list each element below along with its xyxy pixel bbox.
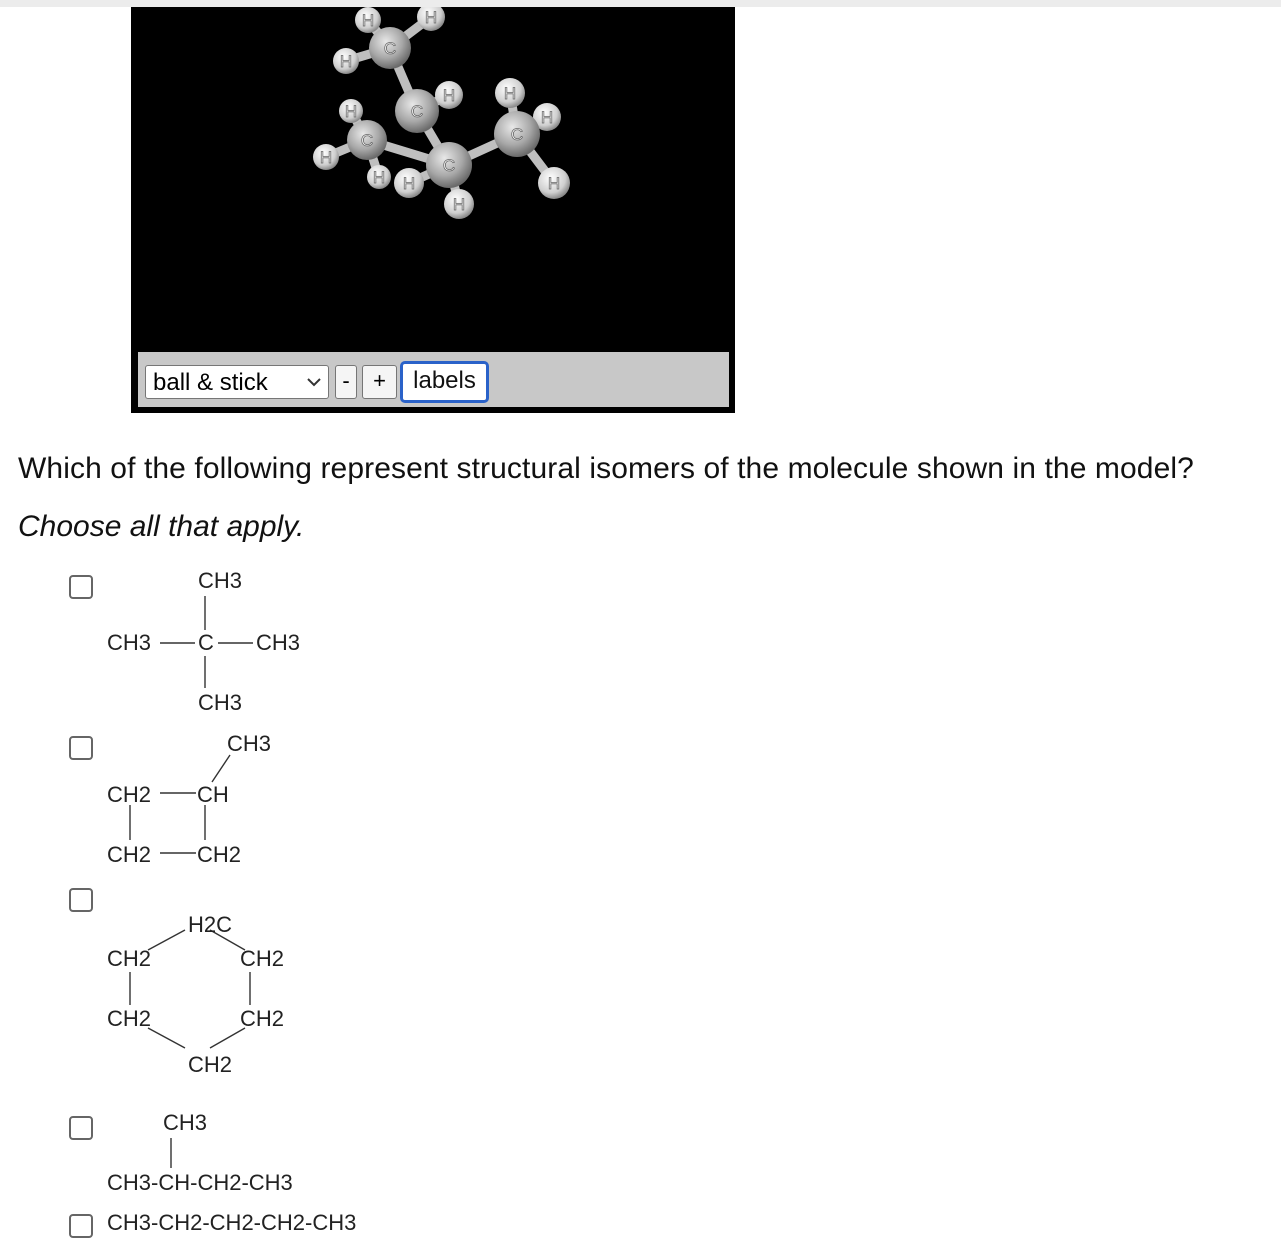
atom-label: C bbox=[360, 131, 374, 150]
option-4-chain-label: CH3-CH-CH2-CH3 bbox=[107, 1170, 293, 1195]
hydrogen-atom bbox=[355, 7, 381, 33]
question-instruction: Choose all that apply. bbox=[18, 510, 305, 543]
render-mode-select[interactable] bbox=[145, 365, 329, 399]
hydrogen-atom bbox=[394, 168, 424, 198]
option-2-methyl-label: CH3 bbox=[227, 731, 272, 756]
atom-label: H bbox=[547, 174, 561, 193]
option-2-top-left-label: CH2 bbox=[107, 782, 152, 807]
atom-label: H bbox=[361, 11, 375, 30]
option-3-checkbox[interactable] bbox=[69, 888, 93, 912]
hydrogen-atom bbox=[367, 165, 391, 189]
atom-label: H bbox=[442, 86, 456, 105]
option-2-bottom-right-label: CH2 bbox=[197, 842, 242, 867]
option-4-branch-label: CH3 bbox=[163, 1110, 208, 1135]
atom-label: H bbox=[424, 8, 438, 27]
option-3-lower-left-label: CH2 bbox=[107, 1006, 152, 1031]
atom-label: H bbox=[503, 84, 517, 103]
option-1-bottom-label: CH3 bbox=[198, 690, 243, 715]
chevron-down-icon bbox=[306, 376, 322, 388]
option-1-right-label: CH3 bbox=[256, 630, 301, 655]
hydrogen-atom bbox=[444, 189, 474, 219]
zoom-in-button[interactable]: + bbox=[362, 365, 397, 399]
render-mode-value: ball & stick bbox=[153, 369, 268, 396]
atom-label: H bbox=[339, 52, 353, 71]
option-3-top-label: H2C bbox=[188, 912, 233, 937]
atom-label: H bbox=[540, 108, 554, 127]
hydrogen-atom bbox=[313, 144, 339, 170]
carbon-atom bbox=[426, 142, 472, 188]
option-3-structure bbox=[107, 912, 284, 1077]
option-5-structure bbox=[107, 1210, 356, 1235]
viewer-toolbar bbox=[138, 352, 729, 407]
hydrogen-atom bbox=[333, 48, 359, 74]
hydrogen-atom bbox=[495, 78, 525, 108]
hydrogen-atom bbox=[435, 81, 463, 109]
question-prompt: Which of the following represent structural isomers of the molecule shown in the model? bbox=[18, 452, 1194, 485]
option-5-checkbox[interactable] bbox=[69, 1214, 93, 1238]
atom-label: H bbox=[344, 102, 358, 121]
option-2-structure bbox=[107, 731, 271, 867]
atom-label: H bbox=[319, 148, 333, 167]
option-3-upper-left-label: CH2 bbox=[107, 946, 152, 971]
option-4-checkbox[interactable] bbox=[69, 1116, 93, 1140]
atom-label: H bbox=[402, 174, 416, 193]
carbon-atom bbox=[347, 120, 387, 160]
hydrogen-atom bbox=[538, 167, 570, 199]
option-2-top-right-label: CH bbox=[197, 782, 229, 807]
carbon-atom bbox=[395, 89, 439, 133]
option-3-bottom-label: CH2 bbox=[188, 1052, 233, 1077]
option-1-top-label: CH3 bbox=[198, 568, 243, 593]
atom-label: H bbox=[452, 195, 466, 214]
option-3-upper-right-label: CH2 bbox=[240, 946, 285, 971]
option-3-lower-right-label: CH2 bbox=[240, 1006, 285, 1031]
option-2-bottom-left-label: CH2 bbox=[107, 842, 152, 867]
option-1-left-label: CH3 bbox=[107, 630, 152, 655]
carbon-atom bbox=[369, 27, 411, 69]
atom-label: C bbox=[510, 125, 524, 144]
option-5-chain-label: CH3-CH2-CH2-CH2-CH3 bbox=[107, 1210, 357, 1235]
carbon-atom bbox=[494, 111, 540, 157]
top-divider bbox=[0, 0, 1281, 7]
option-1-checkbox[interactable] bbox=[69, 575, 93, 599]
hydrogen-atom bbox=[339, 99, 363, 123]
option-1-structure bbox=[107, 568, 300, 715]
option-4-structure bbox=[107, 1110, 293, 1195]
zoom-out-button[interactable]: - bbox=[335, 365, 357, 399]
option-1-center-label: C bbox=[198, 630, 214, 655]
atom-label: C bbox=[410, 102, 424, 121]
atom-label: C bbox=[442, 156, 456, 175]
option-2-checkbox[interactable] bbox=[69, 736, 93, 760]
labels-toggle-button[interactable]: labels bbox=[400, 361, 489, 403]
atom-label: H bbox=[372, 168, 386, 187]
molecule-viewer[interactable] bbox=[131, 7, 735, 413]
molecule-model[interactable] bbox=[131, 7, 735, 352]
atom-label: C bbox=[383, 39, 397, 58]
